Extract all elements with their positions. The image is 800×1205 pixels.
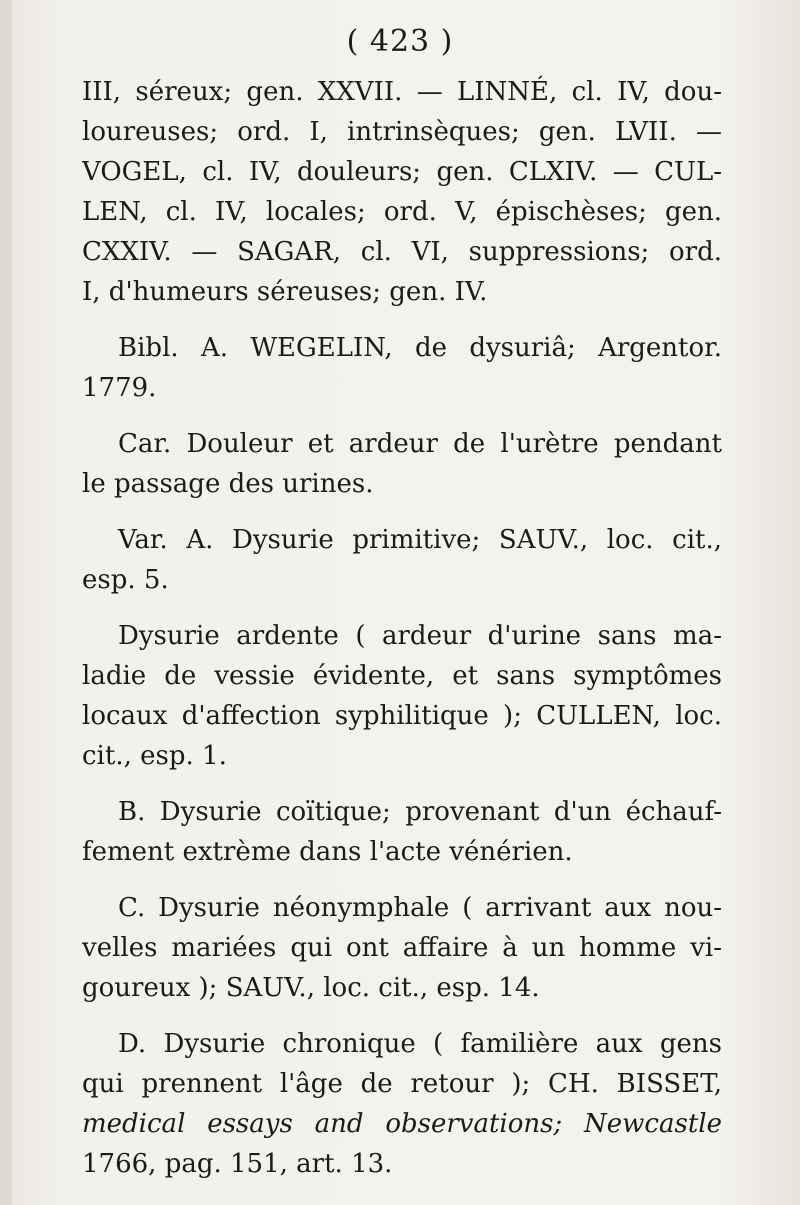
- text-line: III, séreux; gen. XXVII. — LINNÉ, cl. IV, dou-: [82, 77, 722, 107]
- text-line: CXXIV. — SAGAR, cl. VI, suppressions; ord.: [82, 237, 722, 267]
- text-line: goureux ); SAUV., loc. cit., esp. 14.: [82, 973, 540, 1003]
- text-line: B. Dysurie coïtique; provenant d'un échauf-: [118, 797, 722, 827]
- text-line: qui prennent l'âge de retour ); CH. BISSET,: [82, 1069, 722, 1099]
- paragraph-gap: [82, 408, 722, 424]
- text-line: Var. A. Dysurie primitive; SAUV., loc. cit.,: [118, 525, 722, 555]
- text-line: Dysurie ardente ( ardeur d'urine sans ma-: [118, 621, 722, 651]
- text-line: I, d'humeurs séreuses; gen. IV.: [82, 277, 488, 307]
- page-number: ( 423 ): [346, 24, 454, 59]
- paragraph-gap: [82, 872, 722, 888]
- text-line: VOGEL, cl. IV, douleurs; gen. CLXIV. — CUL-: [82, 157, 722, 187]
- text-line: 1779.: [82, 373, 157, 403]
- text-line: cit., esp. 1.: [82, 741, 227, 771]
- paragraph-gap: [82, 312, 722, 328]
- text-line: esp. 5.: [82, 565, 169, 595]
- text-line: Bibl. A. WEGELIN, de dysuriâ; Argentor.: [118, 333, 722, 363]
- text-line: fement extrème dans l'acte vénérien.: [82, 837, 573, 867]
- text-line: medical essays and observations; Newcastle: [82, 1109, 722, 1139]
- text-line: C. Dysurie néonymphale ( arrivant aux nou-: [118, 893, 722, 923]
- page-body-text: [82, 72, 722, 1184]
- paragraph-gap: [82, 600, 722, 616]
- text-line: loureuses; ord. I, intrinsèques; gen. LVII. —: [82, 117, 722, 147]
- paragraph-gap: [82, 1008, 722, 1024]
- text-line: 1766, pag. 151, art. 13.: [82, 1149, 393, 1179]
- text-line: LEN, cl. IV, locales; ord. V, épischèses; gen.: [82, 197, 722, 227]
- page-binding-edge: [0, 0, 12, 1205]
- text-line: D. Dysurie chronique ( familière aux gens: [118, 1029, 722, 1059]
- paragraph-gap: [82, 776, 722, 792]
- text-line: locaux d'affection syphilitique ); CULLEN, loc.: [82, 701, 722, 731]
- text-line: Car. Douleur et ardeur de l'urètre pendant: [118, 429, 722, 459]
- text-line: le passage des urines.: [82, 469, 374, 499]
- text-line: velles mariées qui ont affaire à un homme vi-: [82, 933, 722, 963]
- text-line: ladie de vessie évidente, et sans symptômes: [82, 661, 722, 691]
- paragraph-gap: [82, 504, 722, 520]
